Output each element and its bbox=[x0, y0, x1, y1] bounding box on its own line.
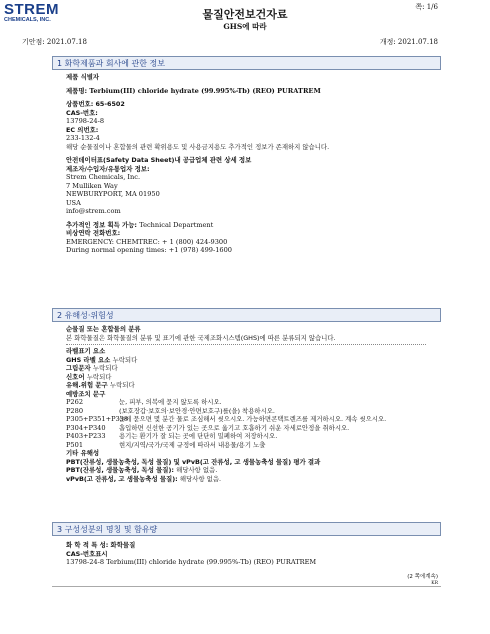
address-line: Strem Chemicals, Inc. bbox=[66, 173, 141, 181]
footer-divider bbox=[52, 586, 441, 587]
section-3-body bbox=[66, 541, 446, 567]
section-2-heading: 2 유해성·위험성 bbox=[52, 308, 441, 322]
product-name-label: 제품명: bbox=[66, 86, 90, 95]
classification-text: 본 화학물질은 화학물질의 분류 및 표기에 관한 국제조화시스템(GHS)에 따른 분류되지 않습니다. bbox=[66, 333, 336, 342]
usage-text: 해당 순물질이나 혼합물의 관련 확위용도 및 사용금지용도 추가적인 정보가 존재하지 않습니다. bbox=[66, 142, 330, 151]
section-2-body bbox=[66, 325, 446, 483]
hazard-value: 누락되다 bbox=[109, 381, 135, 389]
precaution-code: P403+P233 bbox=[66, 432, 106, 440]
label-elements-label: 라벨표기 요소 bbox=[66, 347, 106, 355]
issue-date: 기안점: 2021.07.18 bbox=[22, 38, 87, 46]
cas-number: 13798-24-8 bbox=[66, 117, 105, 125]
document-title: 물질안전보건자료 bbox=[202, 8, 288, 21]
vpvb-label: vPvB(고 잔류성, 고 생물농축성 물질): bbox=[66, 474, 180, 483]
classification-label: 순물질 또는 혼합물의 분류 bbox=[66, 325, 141, 333]
precaution-text: 흡입하면 신선한 공기가 있는 곳으로 옮기고 호흡하기 쉬운 자세로안정을 취하시오. bbox=[119, 423, 350, 432]
precaution-row bbox=[66, 398, 446, 407]
product-number: 상품번호: 65-6502 bbox=[66, 100, 125, 108]
chemical-characterization: 화 학 적 특 성: 화학물질 bbox=[66, 541, 136, 549]
ghs-value: 누락되다 bbox=[112, 355, 138, 364]
product-name: Terbium(III) chloride hydrate (99.995%-Tb) (REO) PURATREM bbox=[89, 86, 321, 95]
ec-number: 233-132-4 bbox=[66, 134, 100, 142]
precaution-text: 현지/지역/국가/국제 규정에 따라서 내용물/용기 노출 bbox=[119, 440, 266, 449]
cas-description-label: CAS-번호표시 bbox=[66, 549, 108, 558]
emergency-number: EMERGENCY: CHEMTREC: + 1 (800) 424-9300 bbox=[66, 237, 228, 246]
section-1-heading: 1 화학제품과 회사에 관한 정보 bbox=[52, 56, 441, 70]
pbt-line bbox=[66, 466, 446, 475]
section-3-heading: 3 구성성분의 명칭 및 함유량 bbox=[52, 522, 441, 536]
hazard-label: 유해.위험 문구 bbox=[66, 381, 110, 389]
further-info-label: 추가적인 정보 획득 가능: bbox=[66, 220, 140, 229]
pictogram-label: 그림문자 bbox=[66, 364, 93, 372]
precaution-row bbox=[66, 415, 446, 424]
address-line: USA bbox=[66, 198, 81, 207]
email-link[interactable]: info@strem.com bbox=[66, 207, 121, 215]
emergency-label: 비상연락 전화번호: bbox=[66, 229, 121, 237]
pbt-value: 해당사항 없음. bbox=[176, 466, 218, 474]
pictogram-line bbox=[66, 364, 446, 373]
precaution-row bbox=[66, 441, 446, 450]
signal-line bbox=[66, 373, 446, 382]
hazard-line bbox=[66, 381, 446, 390]
precaution-code: P262 bbox=[66, 398, 84, 406]
precaution-text: 눈, 피부, 의복에 묻지 않도록 하시오. bbox=[119, 398, 222, 406]
page-number: 쪽: 1/6 bbox=[415, 3, 438, 11]
precaution-code: P304+P340 bbox=[66, 423, 106, 432]
continued-note: (2 쪽에계속) bbox=[407, 574, 438, 580]
revision-date: 개정: 2021.07.18 bbox=[379, 38, 438, 46]
sds-supplier-label: 안전데이터표(Safety Data Sheet)내 공급업체 관련 상세 정보 bbox=[66, 156, 252, 164]
precaution-text: (보호장갑·보호의·보안경·안면보호구)를(을) 착용하시오. bbox=[119, 406, 275, 415]
cas-label: CAS-번호: bbox=[66, 108, 98, 117]
pbt-title: PBT(잔류성, 생물농축성, 독성 물질) 및 vPvB(고 잔류성, 고 생물농축성 물질) 평가 결과 bbox=[66, 457, 321, 466]
vpvb-value: 해당사항 없음. bbox=[179, 474, 222, 483]
precaution-row bbox=[66, 432, 446, 441]
vpvb-line bbox=[66, 475, 446, 484]
signal-label: 신호어 bbox=[66, 372, 87, 381]
product-identifier-label: 제품 식별자 bbox=[66, 73, 100, 81]
ghs-label: GHS 라벨 요소 bbox=[66, 355, 113, 364]
other-hazards-label: 기타 유해성 bbox=[66, 449, 100, 457]
language-code: KR bbox=[431, 581, 438, 586]
precaution-label: 예방조치 문구 bbox=[66, 389, 106, 398]
ghs-line bbox=[66, 356, 446, 365]
product-name-line bbox=[66, 87, 446, 96]
cas-description: 13798-24-8 Terbium(III) chloride hydrate (99.995%-Tb) (REO) PURATREM bbox=[66, 558, 317, 566]
manufacturer-label: 제조자/수입자/유통업자 정보: bbox=[66, 164, 150, 173]
precaution-code: P501 bbox=[66, 440, 84, 449]
pictogram-value: 누락되다 bbox=[92, 364, 118, 372]
section-1-body bbox=[66, 73, 446, 255]
precaution-row bbox=[66, 424, 446, 433]
precaution-text: 용기는 환기가 잘 되는 곳에 단단히 밀폐하여 저장하시오. bbox=[119, 432, 278, 440]
further-info-line bbox=[66, 221, 446, 230]
address-line: NEWBURYPORT, MA 01950 bbox=[66, 190, 160, 198]
precaution-code: P305+P351+P338 bbox=[66, 415, 129, 423]
address-line: 7 Mulliken Way bbox=[66, 181, 118, 190]
precaution-text: 눈에 묻으면 몇 분간 물로 조심해서 씻으시오. 가능하면콘택트렌즈를 제거하시오. 계속 씻으시오. bbox=[119, 415, 387, 423]
precaution-code: P280 bbox=[66, 406, 84, 415]
logo-sub-text: CHEMICALS, INC. bbox=[4, 17, 51, 23]
document-subtitle: GHS에 따라 bbox=[223, 22, 267, 31]
precaution-row bbox=[66, 407, 446, 416]
pbt-label: PBT(잔류성, 생물농축성, 독성 물질): bbox=[66, 466, 177, 474]
logo-main-text: STREM bbox=[4, 1, 59, 18]
signal-value: 누락되다 bbox=[86, 372, 112, 381]
ec-label: EC 의번호: bbox=[66, 125, 99, 134]
divider bbox=[66, 344, 426, 345]
further-info-value: Technical Department bbox=[139, 220, 214, 229]
opening-hours: During normal opening times: +1 (978) 499-1600 bbox=[66, 246, 232, 254]
